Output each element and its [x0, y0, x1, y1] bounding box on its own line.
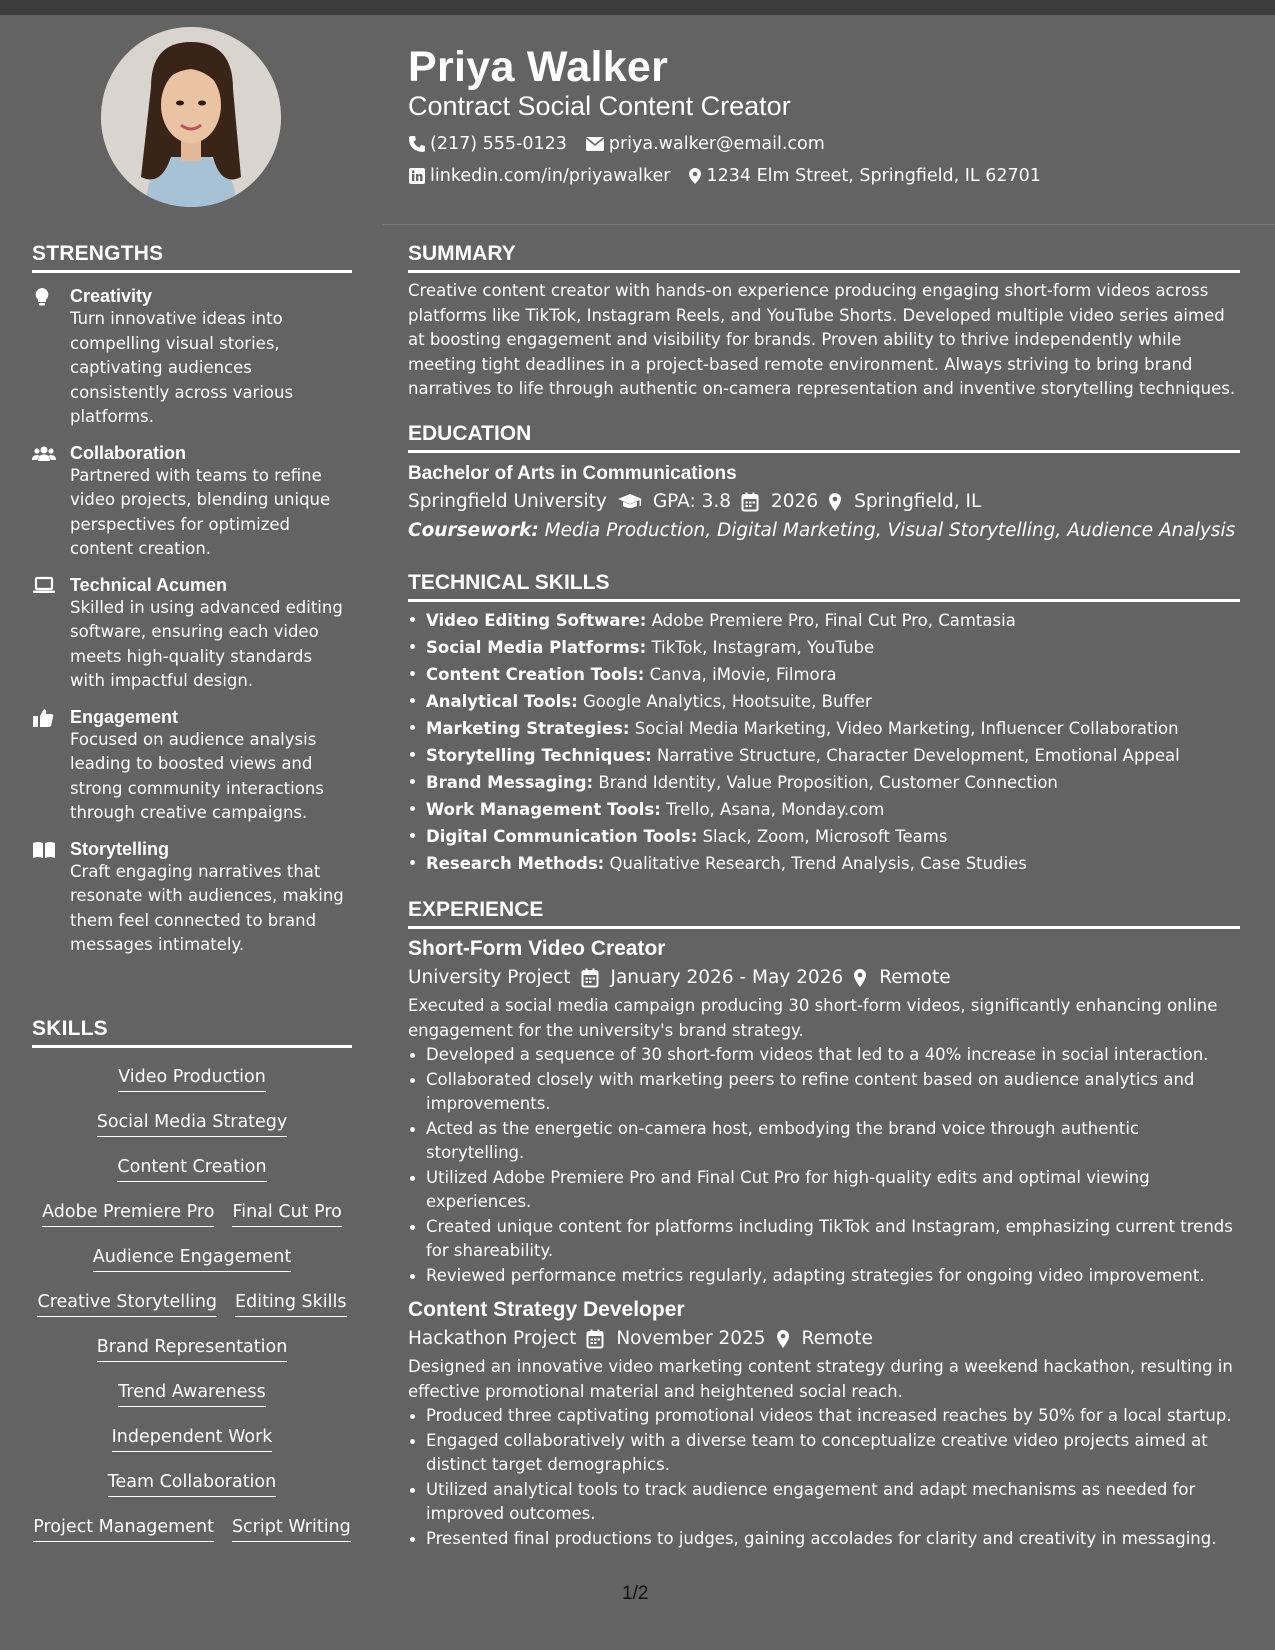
skill-row [32, 1283, 352, 1328]
email-address[interactable]: priya.walker@email.com [608, 134, 825, 154]
coursework [408, 520, 1240, 541]
job-bullet: Developed a sequence of 30 short-form videos that led to a 40% increase in social interaction. [408, 1043, 1240, 1068]
profile-photo [101, 27, 281, 207]
email-contact[interactable] [585, 134, 825, 154]
skill-tag: Final Cut Pro [232, 1200, 341, 1227]
technical-skill-label: Social Media Platforms: [426, 638, 647, 657]
job-bullets [408, 1043, 1240, 1288]
technical-skills-heading: TECHNICAL SKILLS [408, 571, 1240, 602]
job-bullet: Engaged collaboratively with a diverse team to conceptualize creative video projects aimed at distinct target demographics. [408, 1429, 1240, 1478]
skill-tag: Brand Representation [97, 1335, 288, 1362]
skill-row [32, 1058, 352, 1103]
candidate-title: Contract Social Content Creator [408, 91, 791, 121]
skill-tag: Creative Storytelling [37, 1290, 217, 1317]
job-bullet: Utilized analytical tools to track audience engagement and adapt mechanisms as needed for improved outcomes. [408, 1478, 1240, 1527]
envelope-icon [585, 136, 605, 152]
map-pin-icon [688, 167, 702, 185]
technical-skill-label: Marketing Strategies: [426, 719, 630, 738]
job-dates: January 2026 - May 2026 [610, 967, 844, 988]
strength-item-technical-acumen [32, 574, 352, 694]
job-bullet: Acted as the energetic on-camera host, embodying the brand voice through authentic storytelling. [408, 1117, 1240, 1166]
skill-row [32, 1193, 352, 1238]
technical-skill-item [408, 742, 1240, 769]
job-bullet: Produced three captivating promotional videos that increased reaches by 50% for a local startup. [408, 1404, 1240, 1429]
education-meta [408, 491, 1240, 512]
skill-tag: Video Production [118, 1065, 266, 1092]
skill-row [32, 1148, 352, 1193]
technical-skill-item [408, 823, 1240, 850]
calendar-icon [741, 492, 761, 512]
graduation-year: 2026 [771, 491, 819, 512]
technical-skill-value: Adobe Premiere Pro, Final Cut Pro, Camtasia [651, 611, 1016, 630]
skill-tag: Editing Skills [235, 1290, 346, 1317]
strength-item-collaboration [32, 442, 352, 562]
job-location: Remote [879, 967, 951, 988]
job-bullet: Created unique content for platforms including TikTok and Instagram, emphasizing current trends for shareability. [408, 1215, 1240, 1264]
technical-skill-label: Storytelling Techniques: [426, 746, 652, 765]
users-icon [32, 444, 56, 464]
contact-row-2 [408, 166, 1041, 186]
top-bar [0, 0, 1275, 15]
skill-tag: Script Writing [232, 1515, 351, 1542]
experience-item [408, 937, 1240, 1288]
skill-tag: Independent Work [112, 1425, 273, 1452]
skill-row [32, 1508, 352, 1553]
skill-tag: Social Media Strategy [97, 1110, 288, 1137]
map-pin-icon [776, 1329, 792, 1349]
skills-section [32, 1017, 352, 1553]
strength-item-creativity [32, 285, 352, 430]
experience-heading: EXPERIENCE [408, 898, 1240, 929]
skill-tag: Content Creation [117, 1155, 266, 1182]
technical-skill-label: Analytical Tools: [426, 692, 578, 711]
technical-skill-value: Canva, iMovie, Filmora [649, 665, 837, 684]
technical-skill-label: Video Editing Software: [426, 611, 647, 630]
job-bullet: Reviewed performance metrics regularly, adapting strategies for ongoing video improvement. [408, 1264, 1240, 1289]
experience-item [408, 1298, 1240, 1551]
laptop-icon [32, 576, 56, 596]
linkedin-icon [408, 167, 426, 185]
skill-row [32, 1463, 352, 1508]
technical-skill-item [408, 661, 1240, 688]
phone-icon [408, 135, 426, 153]
strength-description: Focused on audience analysis leading to boosted views and strong community interactions through creative campaigns. [70, 729, 324, 822]
skills-heading: SKILLS [32, 1017, 352, 1048]
job-location: Remote [801, 1328, 873, 1349]
book-open-icon [32, 840, 56, 860]
job-title: Content Strategy Developer [408, 1298, 685, 1321]
technical-skill-item [408, 715, 1240, 742]
skill-tag: Audience Engagement [93, 1245, 291, 1272]
strength-description: Craft engaging narratives that resonate with audiences, making them feel connected to brand messages intimately. [70, 861, 344, 954]
technical-skill-label: Brand Messaging: [426, 773, 594, 792]
school-name: Springfield University [408, 491, 607, 512]
technical-skill-value: Slack, Zoom, Microsoft Teams [702, 827, 948, 846]
education-heading: EDUCATION [408, 422, 1240, 453]
technical-skills-section [408, 571, 1240, 877]
skill-row [32, 1238, 352, 1283]
strength-name: Storytelling [70, 838, 170, 859]
experience-section [408, 898, 1240, 1551]
job-bullet: Collaborated closely with marketing peers to refine content based on audience analytics and improvements. [408, 1068, 1240, 1117]
calendar-icon [581, 968, 601, 988]
map-pin-icon [853, 968, 869, 988]
lightbulb-icon [32, 287, 56, 307]
summary-section [408, 242, 1240, 402]
technical-skill-value: TikTok, Instagram, YouTube [651, 638, 875, 657]
phone-contact [408, 134, 567, 154]
job-organization: University Project [408, 967, 571, 988]
job-summary: Executed a social media campaign producing 30 short-form videos, significantly enhancing online engagement for the university's brand strategy. [408, 996, 1218, 1040]
skill-row [32, 1373, 352, 1418]
technical-skill-label: Work Management Tools: [426, 800, 661, 819]
gpa: GPA: 3.8 [652, 491, 732, 512]
skill-row [32, 1418, 352, 1463]
strengths-heading: STRENGTHS [32, 242, 352, 273]
graduation-cap-icon [617, 492, 643, 512]
strength-name: Collaboration [70, 442, 186, 463]
coursework-label: Coursework: [408, 520, 539, 541]
technical-skill-value: Brand Identity, Value Proposition, Customer Connection [598, 773, 1058, 792]
strength-item-storytelling [32, 838, 352, 958]
technical-skill-value: Social Media Marketing, Video Marketing, Influencer Collaboration [634, 719, 1179, 738]
technical-skill-label: Research Methods: [426, 854, 605, 873]
strength-description: Turn innovative ideas into compelling visual stories, captivating audiences consistently across various platforms. [70, 309, 294, 426]
school-location: Springfield, IL [854, 491, 982, 512]
job-meta [408, 967, 1240, 988]
candidate-name: Priya Walker [408, 43, 669, 91]
job-title: Short-Form Video Creator [408, 937, 666, 960]
summary-text: Creative content creator with hands-on experience producing engaging short-form videos across platforms like TikTok, Instagram Reels, and YouTube Shorts. Developed multiple video series aimed at boosting engagement and visibility for brands. Proven ability to thrive independently while meeting tight deadlines in a project-based remote environment. Always striving to bring brand narratives to life through authentic on-camera representation and inventive storytelling techniques. [408, 281, 1236, 398]
linkedin-contact[interactable] [408, 166, 670, 186]
strength-item-engagement [32, 706, 352, 826]
page-number: 1/2 [622, 1583, 649, 1604]
strength-name: Technical Acumen [70, 574, 228, 595]
strength-description: Skilled in using advanced editing software, ensuring each video meets high-quality standards with impactful design. [70, 597, 343, 690]
technical-skills-list [408, 607, 1240, 877]
strengths-section [32, 242, 352, 958]
job-bullets [408, 1404, 1240, 1551]
address-contact [688, 166, 1040, 186]
strength-name: Engagement [70, 706, 179, 727]
calendar-icon [586, 1329, 606, 1349]
degree-name: Bachelor of Arts in Communications [408, 463, 737, 484]
strength-description: Partnered with teams to refine video projects, blending unique perspectives for optimized content creation. [70, 465, 331, 558]
skill-tag: Trend Awareness [118, 1380, 265, 1407]
job-summary: Designed an innovative video marketing content strategy during a weekend hackathon, resulting in effective promotional material and heightened social reach. [408, 1357, 1233, 1401]
technical-skill-value: Qualitative Research, Trend Analysis, Case Studies [609, 854, 1027, 873]
skills-list [32, 1048, 352, 1553]
technical-skill-item [408, 634, 1240, 661]
job-meta [408, 1328, 1240, 1349]
technical-skill-item [408, 850, 1240, 877]
education-section [408, 422, 1240, 541]
technical-skill-value: Google Analytics, Hootsuite, Buffer [582, 692, 872, 711]
contact-row-1 [408, 134, 825, 154]
job-bullet: Utilized Adobe Premiere Pro and Final Cut Pro for high-quality edits and optimal viewing experiences. [408, 1166, 1240, 1215]
phone-number: (217) 555-0123 [430, 134, 567, 154]
skill-tag: Project Management [33, 1515, 214, 1542]
skill-row [32, 1103, 352, 1148]
technical-skill-label: Digital Communication Tools: [426, 827, 698, 846]
address-text: 1234 Elm Street, Springfield, IL 62701 [706, 166, 1041, 186]
linkedin-url[interactable]: linkedin.com/in/priyawalker [430, 166, 671, 186]
job-organization: Hackathon Project [408, 1328, 577, 1349]
job-bullet: Presented final productions to judges, gaining accolades for clarity and creativity in messaging. [408, 1527, 1240, 1552]
technical-skill-item [408, 688, 1240, 715]
technical-skill-item [408, 769, 1240, 796]
technical-skill-item [408, 607, 1240, 634]
job-dates: November 2025 [616, 1328, 766, 1349]
strength-name: Creativity [70, 286, 153, 306]
summary-heading: SUMMARY [408, 242, 1240, 273]
thumbs-up-icon [32, 708, 56, 728]
technical-skill-value: Narrative Structure, Character Development, Emotional Appeal [656, 746, 1180, 765]
skill-tag: Adobe Premiere Pro [42, 1200, 214, 1227]
technical-skill-item [408, 796, 1240, 823]
skill-row [32, 1328, 352, 1373]
technical-skill-value: Trello, Asana, Monday.com [666, 800, 885, 819]
map-pin-icon [828, 492, 844, 512]
resume-page [0, 15, 1275, 1650]
skill-tag: Team Collaboration [108, 1470, 276, 1497]
header-divider [383, 224, 1275, 225]
coursework-list: Media Production, Digital Marketing, Visual Storytelling, Audience Analysis [544, 520, 1236, 541]
technical-skill-label: Content Creation Tools: [426, 665, 645, 684]
